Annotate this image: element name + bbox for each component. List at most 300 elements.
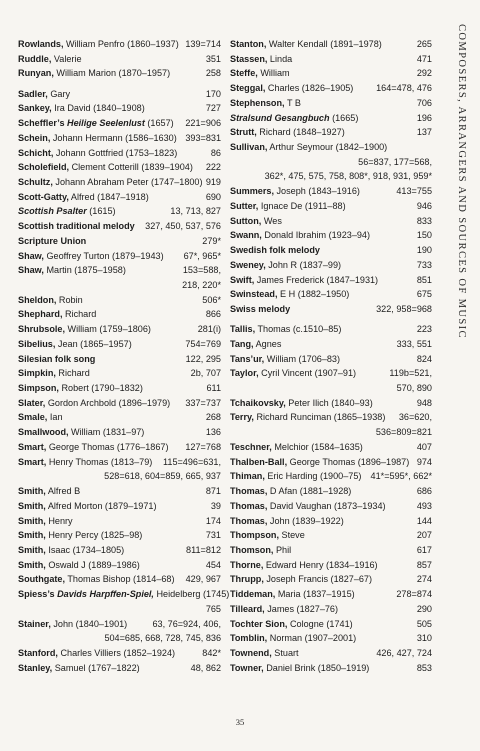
index-entry-right [230,52,432,67]
entry-hymn-numbers: 119b=521, [389,368,432,379]
index-entry-right [230,81,432,96]
entry-name-part: Southgate, [18,574,65,585]
entry-name-part: Spiess’s [18,589,58,600]
entry-name-part: Thomas Bishop (1814–68) [64,574,175,585]
entry-hymn-numbers: 504=685, 668, 728, 745, 836 [104,633,221,644]
entry-name [18,190,203,205]
index-entry-right [230,440,432,455]
entry-hymn-numbers: 407 [416,441,432,452]
entry-name [18,661,188,676]
entry-hymn-numbers: 164=478, 476 [376,83,432,94]
entry-name [18,293,199,308]
index-entry-left [18,484,221,499]
entry-name [230,661,414,676]
entry-hymn-numbers: 274 [416,574,432,585]
entry-name-part: Townend, [230,647,272,658]
entry-name-part: Teschner, [230,441,272,452]
entry-hymn-numbers: 811=812 [186,544,221,555]
index-entry-left [18,66,221,81]
entry-name [18,543,183,558]
entry-name-part: Stanton, [230,39,267,49]
index-column-right [230,37,432,675]
entry-hymn-numbers: 727 [205,103,221,114]
index-entry-left [18,322,221,337]
index-entry-left [18,543,221,558]
index-entry-left [18,352,221,367]
entry-name-part: Johann Hermann (1586–1630) [50,132,177,143]
entry-name-part: Swann, [230,230,262,241]
index-entry-left [18,381,221,396]
index-entry-right [230,558,432,573]
entry-name-part: David Vaughan (1873–1934) [267,500,386,511]
entry-name [230,302,373,317]
entry-hymn-numbers: 278=874 [396,589,432,600]
entry-name [230,214,414,229]
index-entry-right [230,37,432,52]
entry-name-part: Smith, [18,486,46,497]
entry-name-part: Simpkin, [18,368,56,379]
entry-name [230,199,414,214]
index-entry-right [230,199,432,214]
entry-name-part: Terry, [230,412,254,423]
entry-hymn-numbers: 413=755 [396,186,432,197]
entry-hymn-numbers: 611 [206,383,221,394]
entry-name [230,484,414,499]
entry-hymn-numbers: 919 [205,176,221,187]
entry-name [230,425,373,440]
entry-hymn-numbers: 675 [416,289,432,300]
index-entry-right [230,66,432,81]
entry-name-part: Ruddle, [18,53,52,64]
index-entry-right [230,543,432,558]
entry-name-part: Smith, [18,559,46,570]
entry-hymn-numbers: 842* [202,647,221,658]
entry-hymn-numbers: 86 [210,147,221,158]
entry-hymn-numbers: 292 [416,68,432,79]
entry-hymn-numbers: 67*, 965* [183,250,221,261]
entry-name [230,66,414,81]
entry-name-part: Scripture Union [18,235,87,246]
entry-hymn-numbers: 290 [416,603,432,614]
entry-hymn-numbers: 36=620, [398,412,432,423]
index-entry-right [230,572,432,587]
entry-name-part: George Thomas (1896–1987) [287,456,410,467]
entry-name-part: John (1840–1901) [50,618,128,629]
index-entry-right [230,617,432,632]
entry-name [230,558,414,573]
entry-name-part: Tilleard, [230,603,265,614]
entry-name-part: Tans’ur, [230,353,265,364]
entry-hymn-numbers: 115=496=631, [163,456,221,467]
entry-name-part: Tochter Sion, [230,618,288,629]
index-entry-right-continuation [230,425,432,440]
entry-name-part: Henry Thomas (1813–79) [46,456,153,467]
index-entry-left [18,646,221,661]
entry-hymn-numbers: 127=768 [185,441,221,452]
entry-hymn-numbers: 281(i) [197,324,221,335]
entry-name-part: Geoffrey Turton (1879–1943) [43,250,164,261]
entry-name-part: (1665) [329,112,359,123]
entry-name-part: Stanley, [18,662,53,673]
entry-name-part: Wes [261,215,282,226]
entry-name [18,499,208,514]
entry-name-part: Heilige Seelenlust [67,118,145,129]
entry-name-part: Johann Abraham Peter (1747–1800) [52,176,203,187]
entry-hymn-numbers: 41*=595*, 662* [370,471,432,482]
entry-name [18,37,182,52]
index-entry-right [230,258,432,273]
entry-name [230,528,414,543]
entry-hymn-numbers: 871 [205,486,221,497]
entry-name [18,587,229,602]
index-entry-left [18,37,221,52]
entry-name-part: William [257,68,290,79]
entry-name-part: Henry Percy (1825–98) [45,530,143,541]
entry-name-part: Stassen, [230,53,268,64]
entry-name-part: Agnes [253,338,282,349]
entry-name-part: Peter Ilich (1840–93) [285,397,373,408]
entry-hymn-numbers: 528=618, 604=859, 665, 937 [104,471,221,482]
index-entry-right [230,484,432,499]
entry-name-part: Swift, [230,274,255,285]
entry-hymn-numbers: 824 [416,353,432,364]
entry-name-part: William (1759–1806) [65,324,151,335]
entry-name [230,381,394,396]
entry-name-part: Arthur Seymour (1842–1900) [267,142,388,153]
entry-name [18,204,167,219]
index-column-left [18,37,230,675]
entry-hymn-numbers: 536=809=821 [375,427,432,438]
entry-name [230,499,414,514]
entry-hymn-numbers [429,140,432,155]
entry-name-part: Robert (1790–1832) [58,383,143,394]
entry-name [230,258,414,273]
entry-name-part: Gordon Archbold (1896–1979) [45,397,171,408]
entry-name [18,131,182,146]
index-entry-left [18,572,221,587]
entry-name-part: Phil [273,544,292,555]
index-entry-left [18,307,221,322]
entry-name-part: Stralsund Gesangbuch [230,112,330,123]
entry-hymn-numbers: 733 [416,259,432,270]
index-entry-left [18,499,221,514]
index-entry-right [230,366,432,381]
entry-name-part: Richard (1848–1927) [256,127,345,138]
entry-hymn-numbers: 174 [205,515,221,526]
entry-name [18,352,183,367]
index-entry-left [18,528,221,543]
index-entry-left [18,455,221,470]
entry-name-part: Sibelius, [18,338,56,349]
entry-name-part: Rowlands, [18,39,64,49]
entry-name [18,602,203,617]
index-entry-left [18,204,221,219]
entry-name [18,160,203,175]
index-entry-right [230,214,432,229]
index-entry-right [230,184,432,199]
index-entry-left [18,249,221,264]
entry-name [230,440,414,455]
index-entry-right [230,352,432,367]
entry-name [18,455,160,470]
entry-name-part: Sullivan, [230,142,268,153]
index-entry-left [18,293,221,308]
entry-name-part: Alfred Morton (1879–1971) [45,500,157,511]
index-entry-left [18,425,221,440]
entry-hymn-numbers: 150 [416,230,432,241]
entry-name-part: Summers, [230,186,274,197]
entry-hymn-numbers: 454 [205,559,221,570]
entry-name [230,125,414,140]
entry-name-part: Schein, [18,132,51,143]
entry-name-part: Sankey, [18,103,52,114]
index-entry-right [230,514,432,529]
entry-name [230,243,414,258]
entry-name [230,455,414,470]
entry-hymn-numbers: 946 [416,200,432,211]
entry-name-part: Scholefield, [18,162,70,173]
entry-name-part: Jean (1865–1957) [55,338,132,349]
entry-hymn-numbers: 322, 958=968 [376,303,432,314]
entry-name [18,528,203,543]
entry-name [230,617,414,632]
index-entry-left [18,234,221,249]
index-entry-left [18,87,221,102]
entry-name-part: Melchior (1584–1635) [271,441,363,452]
entry-name-part: Thomas (c.1510–85) [255,324,342,335]
entry-name-part: Shaw, [18,265,44,276]
entry-name-part: Sutter, [230,200,259,211]
entry-name-part: Maria (1837–1915) [275,589,355,600]
index-entry-right [230,337,432,352]
entry-name-part: Steggal, [230,83,266,94]
entry-hymn-numbers: 39 [210,500,221,511]
entry-name-part: Daniel Brink (1850–1919) [263,662,370,673]
entry-name [230,646,373,661]
entry-hymn-numbers: 333, 551 [396,338,432,349]
entry-name [18,337,182,352]
index-entry-right [230,273,432,288]
entry-hymn-numbers: 144 [416,515,432,526]
entry-name [18,307,203,322]
index-entry-left [18,160,221,175]
entry-name [18,322,195,337]
entry-name-part: William (1706–83) [264,353,341,364]
entry-hymn-numbers: 857 [416,559,432,570]
entry-name [230,366,386,381]
entry-name [18,278,179,293]
entry-name [230,155,355,170]
index-entry-left [18,587,230,602]
entry-name-part: Thorne, [230,559,264,570]
entry-name-part: Thomas, [230,486,268,497]
index-entry-left [18,337,221,352]
index-entry-left [18,131,221,146]
entry-name-part: Smith, [18,544,46,555]
entry-name-part: Alfred (1847–1918) [68,191,149,202]
entry-name-part: Robin [56,294,83,305]
entry-hymn-numbers: 493 [416,500,432,511]
entry-hymn-numbers: 393=831 [185,132,221,143]
entry-hymn-numbers: 310 [416,633,432,644]
entry-name [230,111,414,126]
entry-hymn-numbers: 706 [416,97,432,108]
index-entry-left [18,101,221,116]
entry-name-part: Thomas, [230,515,268,526]
entry-name-part: Shrubsole, [18,324,65,335]
index-entry-left-continuation [18,469,221,484]
entry-name [18,219,142,234]
index-entry-left [18,116,221,131]
index-entry-left-continuation [18,631,221,646]
entry-hymn-numbers: 471 [416,53,432,64]
entry-hymn-numbers: 851 [416,274,432,285]
index-entry-right [230,287,432,302]
entry-name [18,558,203,573]
entry-name-part: Steffe, [230,68,258,79]
entry-name-part: William Penfro (1860–1937) [63,39,179,49]
entry-name [230,337,394,352]
index-entry-left [18,661,221,676]
entry-name-part: Linda [267,53,293,64]
entry-name [18,572,183,587]
entry-name-part: Smart, [18,456,47,467]
entry-hymn-numbers: 690 [205,191,221,202]
entry-name-part: Schicht, [18,147,54,158]
entry-name [230,140,429,155]
entry-name [18,484,203,499]
entry-name [230,352,414,367]
entry-hymn-numbers: 833 [416,215,432,226]
entry-name-part: Slater, [18,397,46,408]
entry-name-part: Ignace De (1911–88) [258,200,346,211]
entry-name-part: Tomblin, [230,633,268,644]
index-entry-left [18,514,221,529]
entry-name [230,514,414,529]
entry-name [18,263,180,278]
entry-name-part: Joseph (1843–1916) [273,186,360,197]
entry-hymn-numbers: 122, 295 [185,353,221,364]
entry-name-part: Richard [62,309,97,320]
index-entry-left [18,52,221,67]
entry-hymn-numbers: 258 [205,68,221,79]
entry-name-part: Stephenson, [230,97,285,108]
entry-hymn-numbers: 63, 76=924, 406, [152,618,221,629]
entry-name-part: Smallwood, [18,427,69,438]
entry-name-part: George Thomas (1776–1867) [46,441,169,452]
entry-name-part: James (1827–76) [264,603,339,614]
entry-name [230,543,414,558]
index-entry-right [230,302,432,317]
entry-name-part: Valerie [51,53,82,64]
entry-name-part: Stanford, [18,647,58,658]
entry-name [230,287,414,302]
entry-name-part: Sutton, [230,215,262,226]
entry-name-part: Richard [55,368,90,379]
entry-name-part: William Marion (1870–1957) [53,68,171,79]
entry-name-part: Thomson, [230,544,274,555]
entry-hymn-numbers: 222 [205,162,221,173]
entry-name-part: Cyril Vincent (1907–91) [258,368,357,379]
index-entry-left [18,366,221,381]
entry-name-part: Tang, [230,338,254,349]
entry-name-part: Thiman, [230,471,265,482]
entry-name-part: Swedish folk melody [230,245,320,256]
entry-name-part: Shephard, [18,309,63,320]
entry-name-part: Donald Ibrahim (1923–94) [261,230,371,241]
index-entry-right [230,140,432,155]
index-entry-right-continuation [230,169,432,184]
entry-hymn-numbers: 570, 890 [396,383,432,394]
entry-hymn-numbers: 765 [205,603,221,614]
entry-name-part: T B [284,97,301,108]
entry-hymn-numbers: 223 [416,324,432,335]
entry-hymn-numbers: 279* [202,235,221,246]
entry-name-part: Scottish Psalter [18,206,87,217]
entry-hymn-numbers: 218, 220* [182,280,221,290]
entry-name [230,572,414,587]
index-entry-right [230,322,432,337]
index-entry-right [230,125,432,140]
entry-name-part: Towner, [230,662,264,673]
entry-name [18,410,203,425]
entry-hymn-numbers: 137 [416,127,432,138]
entry-name [18,146,208,161]
entry-name-part: Schultz, [18,176,53,187]
entry-name-part: Smart, [18,441,47,452]
entry-name-part: Thalben-Ball, [230,456,288,467]
entry-name-part: Stuart [271,647,299,658]
entry-hymn-numbers: 136 [205,427,221,438]
entry-name [18,52,203,67]
index-entry-left [18,410,221,425]
entry-name-part: Richard Runciman (1865–1938) [253,412,386,423]
entry-name [230,96,414,111]
entry-name-part: Cologne (1741) [287,618,353,629]
entry-name [18,514,203,529]
entry-name-part: Edward Henry (1834–1916) [263,559,378,570]
entry-name-part: Scottish traditional melody [18,221,135,232]
entry-name-part: John R (1837–99) [265,259,342,270]
entry-hymn-numbers: 429, 967 [185,574,221,585]
entry-name-part: Smith, [18,515,46,526]
entry-name [18,175,203,190]
entry-name-part: Clement Cotterill (1839–1904) [69,162,193,173]
entry-hymn-numbers: 731 [205,530,221,541]
entry-name [18,366,188,381]
entry-name-part: Samuel (1767–1822) [52,662,140,673]
entry-name-part: Sweney, [230,259,266,270]
entry-name [230,631,414,646]
entry-hymn-numbers: 13, 713, 827 [170,206,221,217]
entry-name-part: Stainer, [18,618,51,629]
entry-name-part: Smith, [18,500,46,511]
entry-name-part: Charles (1826–1905) [265,83,354,94]
entry-name-part: Charles Villiers (1852–1924) [57,647,176,658]
index-entry-left [18,190,221,205]
entry-name-part: Silesian folk song [18,353,96,364]
entry-name [230,396,414,411]
entry-name-part: Alfred B [45,486,81,497]
entry-name-part: D Afan (1881–1928) [267,486,352,497]
entry-name-part: Tiddeman, [230,589,276,600]
index-entry-right [230,410,432,425]
entry-name [18,101,203,116]
entry-name-part: Scheffler’s [18,118,68,129]
entry-name [230,410,396,425]
entry-name [18,617,149,632]
entry-name-part: Gary [47,88,71,99]
